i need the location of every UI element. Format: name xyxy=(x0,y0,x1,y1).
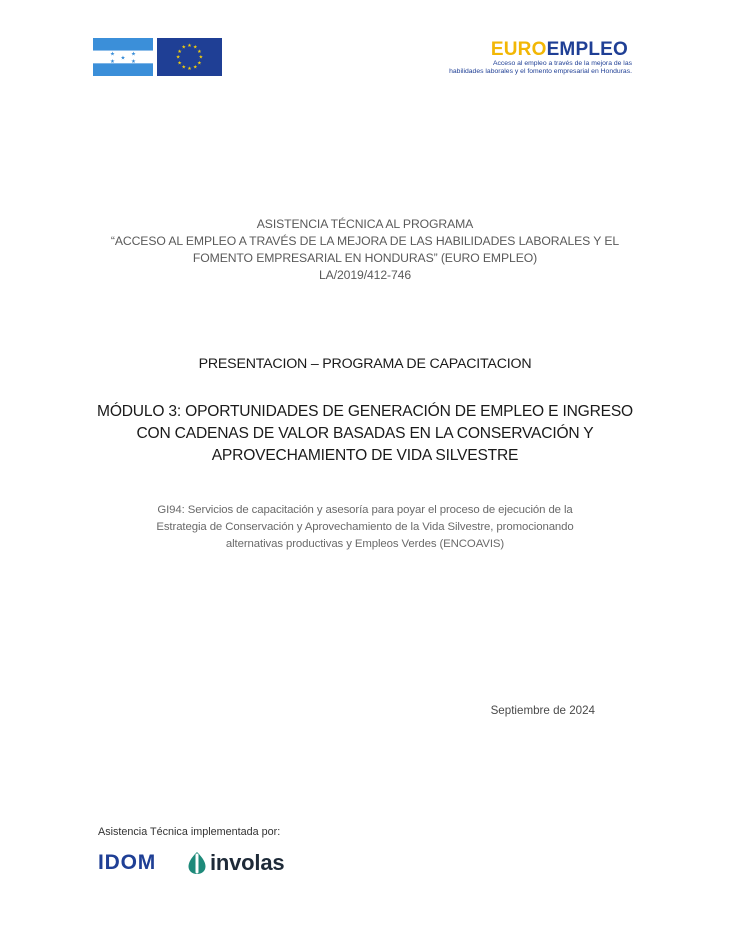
svg-text:★: ★ xyxy=(187,66,192,72)
presentation-title: PRESENTACION – PROGRAMA DE CAPACITACION xyxy=(198,356,532,372)
euroempleo-logo xyxy=(400,40,632,76)
implemented-by-label: Asistencia Técnica implementada por: xyxy=(98,826,281,838)
svg-text:★: ★ xyxy=(120,55,126,62)
program-heading-line1: ASISTENCIA TÉCNICA AL PROGRAMA xyxy=(256,217,474,231)
involas-drop-icon xyxy=(187,851,207,875)
svg-text:★: ★ xyxy=(175,54,181,61)
euroempleo-tagline-line1: Acceso al empleo a través de la mejora de las xyxy=(492,60,632,67)
svg-text:★: ★ xyxy=(181,64,187,71)
euroempleo-wordmark xyxy=(400,40,628,59)
euroempleo-tagline xyxy=(400,60,632,76)
document-date: Septiembre de 2024 xyxy=(490,704,595,717)
module-title-line2: CON CADENAS DE VALOR BASADAS EN LA CONSERVACIÓN Y xyxy=(136,425,594,442)
program-heading-line3: FOMENTO EMPRESARIAL EN HONDURAS” (EURO EMPLEO) xyxy=(192,251,538,265)
svg-text:★: ★ xyxy=(197,48,202,55)
svg-text:★: ★ xyxy=(181,44,187,51)
service-description xyxy=(60,502,670,553)
euroempleo-wordmark-empleo: EMPLEO xyxy=(546,39,628,60)
svg-text:★: ★ xyxy=(198,54,204,61)
idom-logo: IDOM xyxy=(98,851,157,874)
euroempleo-wordmark-euro: EURO xyxy=(490,39,547,60)
svg-text:★: ★ xyxy=(131,58,136,65)
svg-text:★: ★ xyxy=(110,51,115,58)
service-description-line3: alternativas productivas y Empleos Verdes (ENCOAVIS) xyxy=(225,538,505,550)
svg-text:★: ★ xyxy=(192,64,198,71)
program-reference-code: LA/2019/412-746 xyxy=(318,268,412,282)
svg-text:★: ★ xyxy=(197,60,202,67)
service-description-line2: Estrategia de Conservación y Aprovechamiento de la Vida Silvestre, promocionando xyxy=(156,521,574,533)
svg-text:★: ★ xyxy=(110,58,115,65)
module-title xyxy=(40,401,690,467)
service-description-line1: GI94: Servicios de capacitación y asesoría para poyar el proceso de ejecución de la xyxy=(157,504,573,516)
module-title-line3: APROVECHAMIENTO DE VIDA SILVESTRE xyxy=(211,447,519,464)
svg-text:★: ★ xyxy=(177,48,182,55)
euroempleo-tagline-line2: habilidades laborales y el fomento empresarial en Honduras. xyxy=(449,68,632,75)
svg-text:★: ★ xyxy=(187,43,192,50)
module-title-line1: MÓDULO 3: OPORTUNIDADES DE GENERACIÓN DE EMPLEO E INGRESO xyxy=(97,403,633,420)
svg-text:★: ★ xyxy=(177,60,182,67)
honduras-flag-icon xyxy=(93,38,153,76)
svg-text:★: ★ xyxy=(131,51,136,58)
svg-text:★: ★ xyxy=(192,44,198,51)
eu-flag-icon xyxy=(157,38,222,76)
program-heading xyxy=(60,216,670,284)
involas-logo xyxy=(187,849,284,877)
program-heading-line2: “ACCESO AL EMPLEO A TRAVÉS DE LA MEJORA DE LAS HABILIDADES LABORALES Y EL xyxy=(110,234,620,248)
involas-wordmark: involas xyxy=(210,850,285,875)
